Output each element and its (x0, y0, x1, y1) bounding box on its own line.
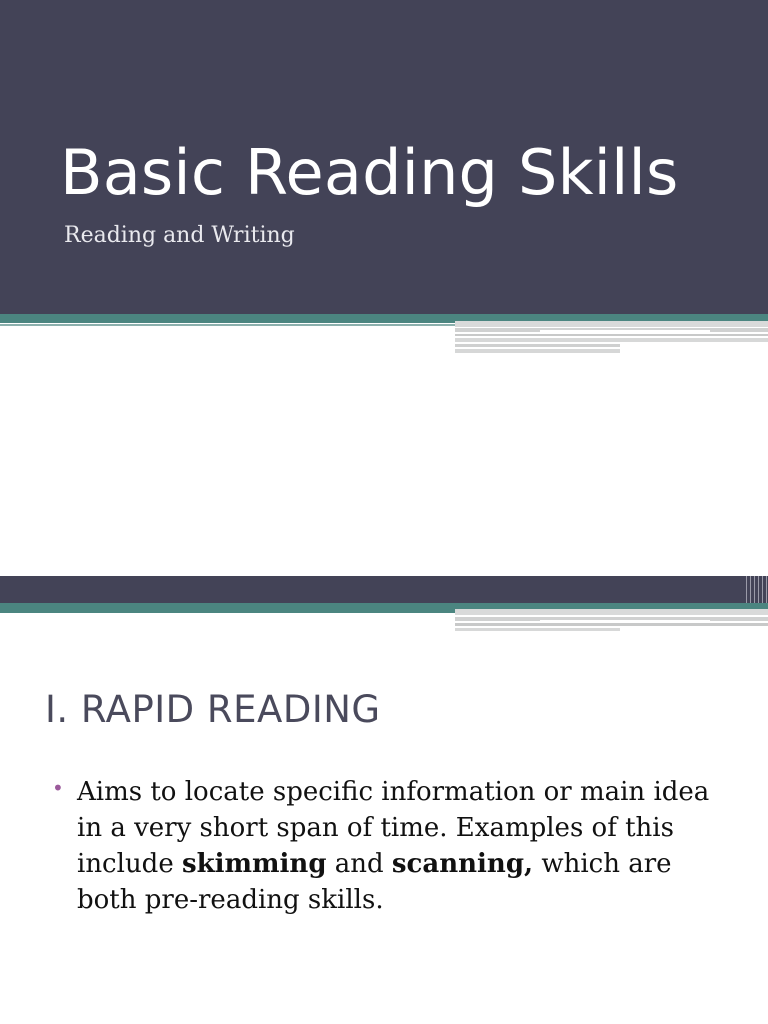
decor-bar (455, 334, 768, 336)
decor-bar (455, 321, 768, 327)
content-slide (0, 576, 768, 1024)
bullet-marker: • (52, 776, 64, 800)
decor-bar (455, 628, 620, 631)
section-heading: I. RAPID READING (45, 688, 381, 731)
decor-bar (455, 609, 768, 615)
header-band (0, 576, 768, 603)
bold-term-scanning: scanning, (391, 849, 534, 879)
title-band (0, 0, 768, 314)
decor-gap (540, 620, 710, 622)
decor-gap (620, 342, 755, 344)
bullet-text-part: and (326, 849, 392, 879)
bullet-text-part: Aims to locate specific information or main idea in a very short span of time. Examples of this include (77, 777, 710, 879)
decor-bar (455, 623, 768, 626)
bullet-text (77, 774, 722, 918)
decor-gap (540, 330, 710, 332)
slide-title: Basic Reading Skills (60, 136, 679, 209)
decor-bar (455, 349, 620, 353)
bullet-text-part: which are both pre-reading skills. (77, 849, 672, 915)
slide-subtitle: Reading and Writing (64, 223, 295, 248)
decor-bar (455, 344, 620, 347)
corner-decor (743, 576, 768, 603)
bold-term-skimming: skimming (181, 849, 327, 879)
